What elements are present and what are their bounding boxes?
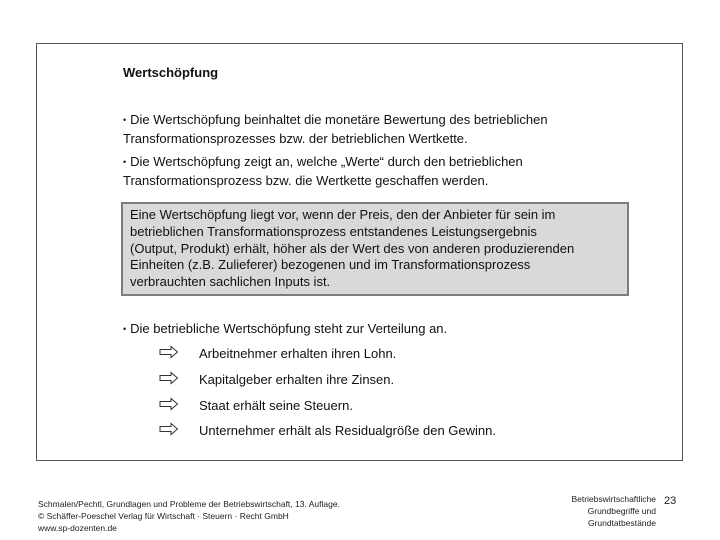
bullet-icon: • bbox=[123, 157, 127, 167]
distribution-item-entrepreneur bbox=[159, 422, 619, 440]
distribution-item-employees bbox=[159, 345, 619, 363]
paragraph-distribution bbox=[123, 320, 643, 339]
footer-chapter-line: Grundbegriffe und bbox=[587, 506, 656, 516]
footer-citation-line: www.sp-dozenten.de bbox=[38, 523, 117, 533]
definition-line: Eine Wertschöpfung liegt vor, wenn der Preis, den der Anbieter für sein im bbox=[130, 207, 556, 222]
slide-title: Wertschöpfung bbox=[123, 65, 219, 80]
bullet-icon: • bbox=[123, 115, 127, 125]
paragraph-value-creation-definition bbox=[123, 111, 643, 147]
distribution-item-capital-providers bbox=[159, 371, 619, 389]
distribution-item-label: Staat erhält seine Steuern. bbox=[199, 398, 353, 413]
footer-chapter-line: Betriebswirtschaftliche bbox=[571, 494, 656, 504]
paragraph-line: Die Wertschöpfung beinhaltet die monetäre Bewertung des betrieblichen bbox=[130, 112, 548, 127]
footer-citation bbox=[38, 498, 340, 534]
paragraph-line: Transformationsprozesses bzw. der betrieblichen Wertkette. bbox=[123, 131, 468, 146]
definition-line: verbrauchten sachlichen Inputs ist. bbox=[130, 274, 331, 290]
page-number: 23 bbox=[664, 495, 677, 507]
distribution-item-label: Kapitalgeber erhalten ihre Zinsen. bbox=[199, 372, 395, 387]
paragraph-line: Die betriebliche Wertschöpfung steht zur Verteilung an. bbox=[130, 321, 448, 336]
paragraph-value-creation-meaning bbox=[123, 153, 643, 189]
bullet-icon: • bbox=[123, 324, 127, 334]
definition-line: Einheiten (z.B. Zulieferer) bezogenen und im Transformationsprozess bbox=[130, 257, 531, 273]
arrow-right-icon bbox=[159, 422, 179, 436]
distribution-item-state bbox=[159, 397, 619, 415]
definition-line: betrieblichen Transformationsprozess entstandenes Leistungsergebnis bbox=[130, 223, 537, 239]
arrow-right-icon bbox=[159, 371, 179, 385]
paragraph-line: Transformationsprozess bzw. die Wertkette geschaffen werden. bbox=[123, 173, 489, 188]
distribution-item-label: Arbeitnehmer erhalten ihren Lohn. bbox=[199, 346, 397, 361]
arrow-right-icon bbox=[159, 345, 179, 359]
arrow-right-icon bbox=[159, 397, 179, 411]
footer-citation-line: © Schäffer-Poeschel Verlag für Wirtschaft · Steuern · Recht GmbH bbox=[38, 511, 289, 521]
footer-chapter-line: Grundtatbestände bbox=[587, 518, 656, 528]
footer-chapter-title bbox=[540, 493, 656, 529]
paragraph-line: Die Wertschöpfung zeigt an, welche „Werte“ durch den betrieblichen bbox=[130, 154, 523, 169]
definition-box bbox=[121, 202, 629, 296]
definition-line: (Output, Produkt) erhält, höher als der Wert des von anderen produzierenden bbox=[130, 240, 575, 256]
distribution-item-label: Unternehmer erhält als Residualgröße den Gewinn. bbox=[199, 423, 496, 438]
footer-citation-line: Schmalen/Pechtl, Grundlagen und Probleme der Betriebswirtschaft, 13. Auflage. bbox=[38, 499, 340, 509]
